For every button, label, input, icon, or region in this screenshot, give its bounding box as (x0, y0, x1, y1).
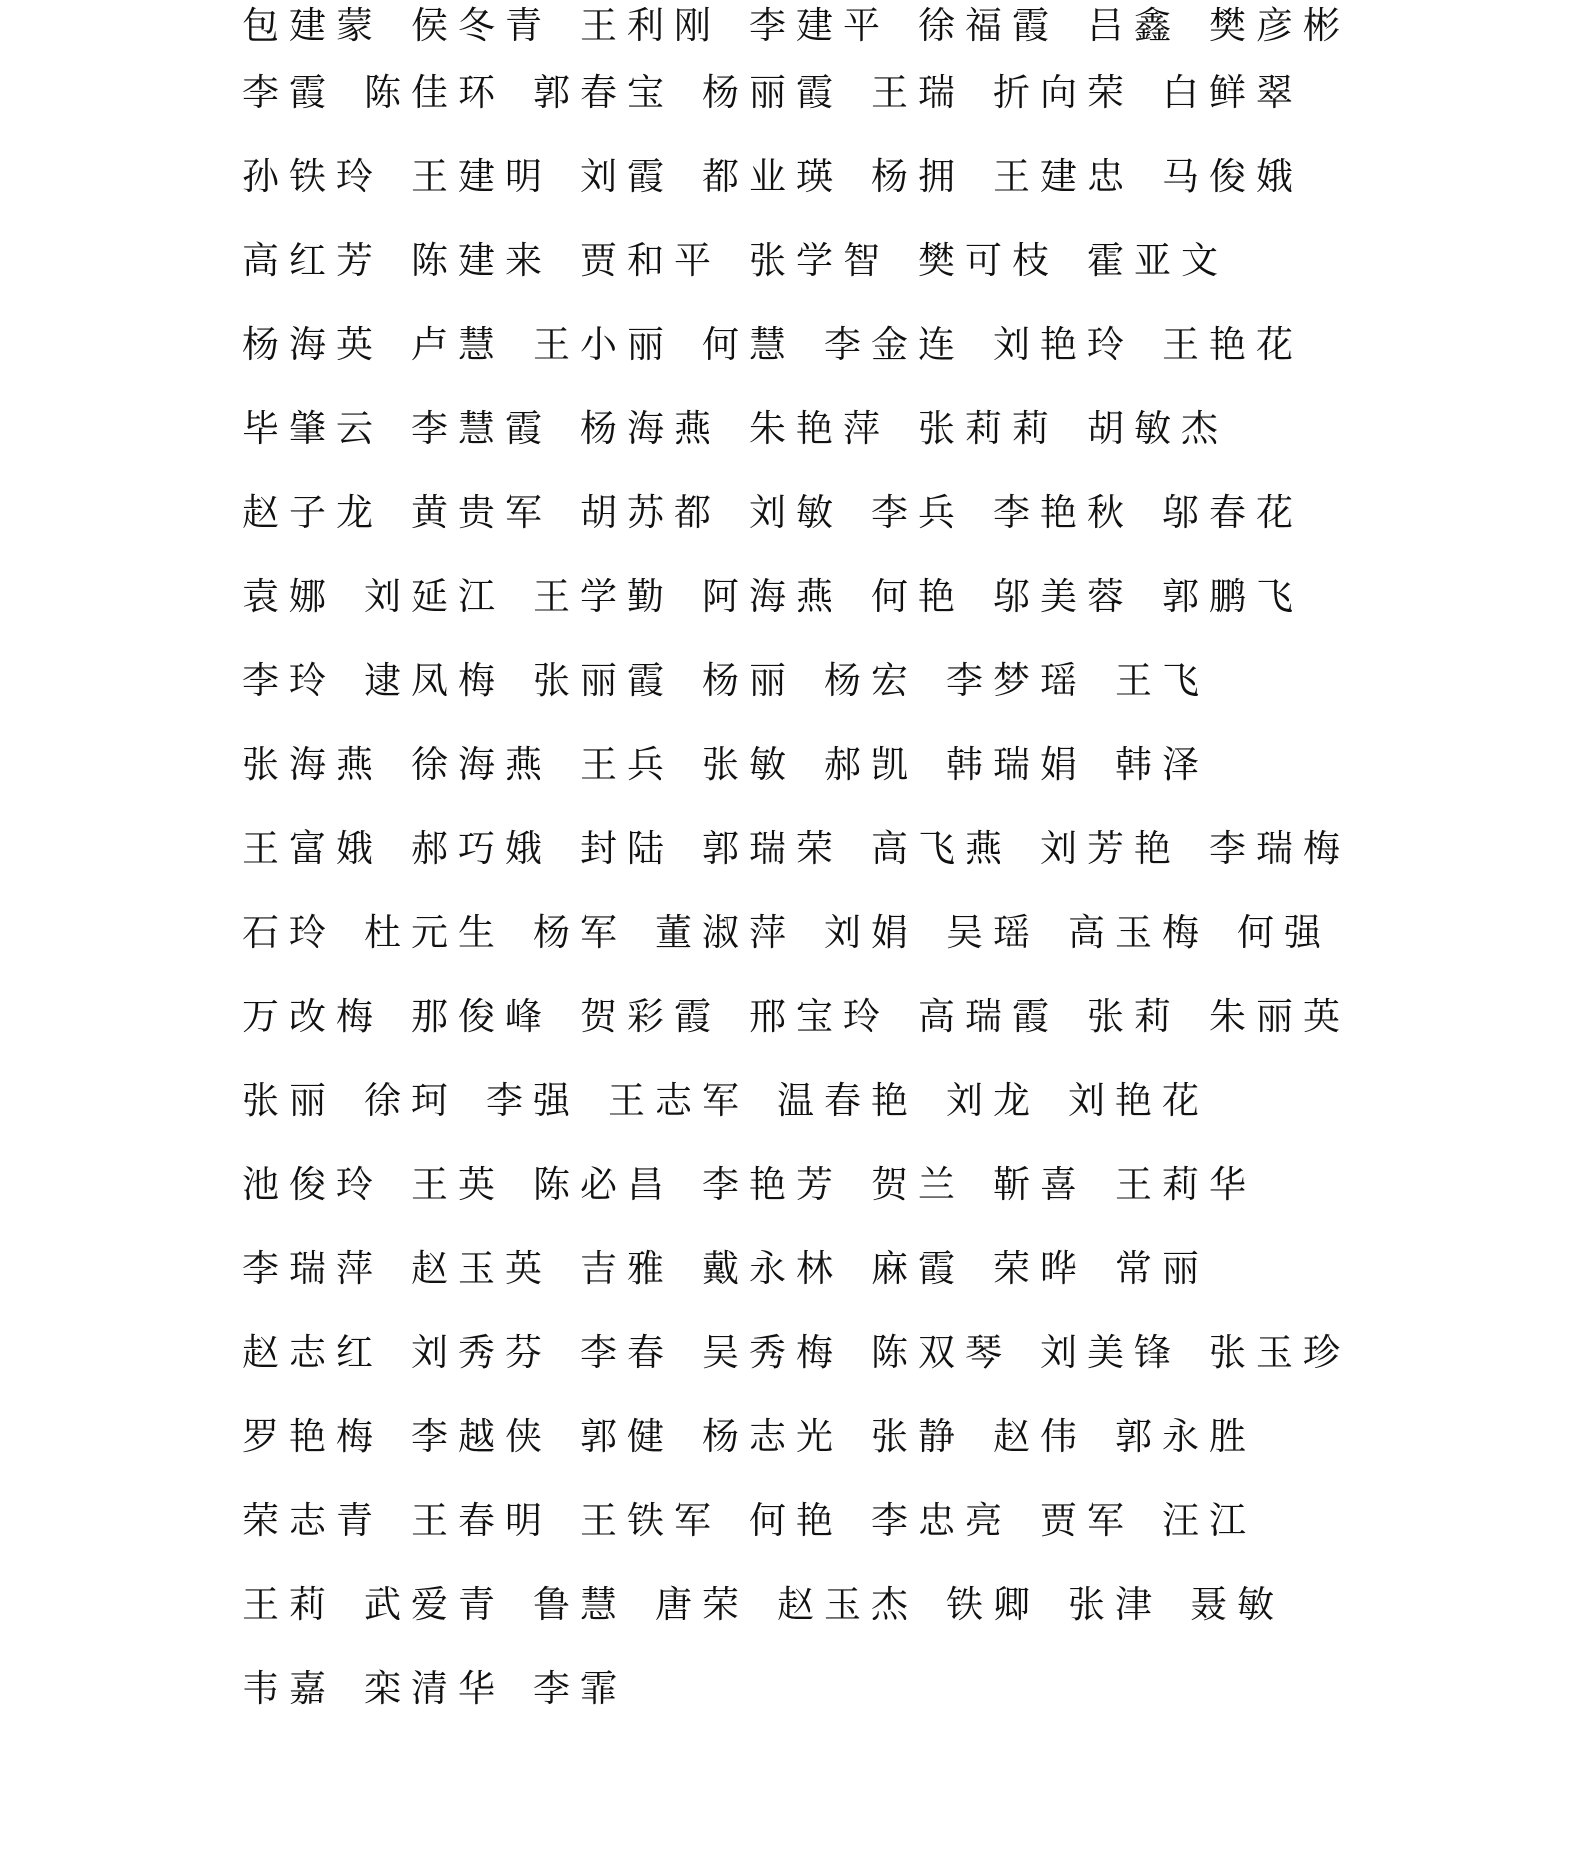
person-name: 张玉珍 (1209, 1330, 1350, 1374)
person-name: 李瑞梅 (1209, 826, 1350, 870)
person-name: 赵玉杰 (777, 1582, 918, 1626)
person-name: 张海燕 (242, 742, 383, 786)
person-name: 武爱青 (364, 1582, 505, 1626)
person-name: 赵子龙 (242, 490, 383, 534)
person-name: 赵玉英 (411, 1246, 552, 1290)
person-name: 李金连 (824, 322, 965, 366)
person-name: 张敏 (702, 742, 796, 786)
person-name: 王莉华 (1115, 1162, 1256, 1206)
person-name: 袁娜 (242, 574, 336, 618)
person-name: 刘芳艳 (1040, 826, 1181, 870)
name-row (242, 554, 1442, 638)
name-row (242, 302, 1442, 386)
person-name: 刘娟 (824, 910, 918, 954)
person-name: 王建忠 (993, 154, 1134, 198)
person-name: 吴秀梅 (702, 1330, 843, 1374)
person-name: 杨海燕 (580, 406, 721, 450)
person-name: 马俊娥 (1162, 154, 1303, 198)
person-name: 万改梅 (242, 994, 383, 1038)
person-name: 唐荣 (655, 1582, 749, 1626)
person-name: 贾军 (1040, 1498, 1134, 1542)
name-row (242, 218, 1442, 302)
person-name: 郭永胜 (1115, 1414, 1256, 1458)
person-name: 李忠亮 (871, 1498, 1012, 1542)
person-name: 侯冬青 (411, 3, 552, 47)
name-row (242, 638, 1442, 722)
person-name: 张静 (871, 1414, 965, 1458)
person-name: 封陆 (580, 826, 674, 870)
person-name: 李艳芳 (702, 1162, 843, 1206)
person-name: 邢宝玲 (749, 994, 890, 1038)
name-row (242, 1646, 1442, 1730)
person-name: 韩瑞娟 (946, 742, 1087, 786)
person-name: 李梦瑶 (946, 658, 1087, 702)
person-name: 赵志红 (242, 1330, 383, 1374)
person-name: 刘延江 (364, 574, 505, 618)
name-row (242, 0, 1442, 50)
person-name: 王建明 (411, 154, 552, 198)
person-name: 温春艳 (777, 1078, 918, 1122)
name-row (242, 1478, 1442, 1562)
name-row (242, 722, 1442, 806)
person-name: 罗艳梅 (242, 1414, 383, 1458)
person-name: 李艳秋 (993, 490, 1134, 534)
person-name: 鲁慧 (533, 1582, 627, 1626)
person-name: 韦嘉 (242, 1666, 336, 1710)
person-name: 何艳 (749, 1498, 843, 1542)
person-name: 逮凤梅 (364, 658, 505, 702)
name-row (242, 806, 1442, 890)
person-name: 李玲 (242, 658, 336, 702)
person-name: 樊可枝 (918, 238, 1059, 282)
person-name: 黄贵军 (411, 490, 552, 534)
name-row (242, 386, 1442, 470)
person-name: 陈建来 (411, 238, 552, 282)
person-name: 李霞 (242, 70, 336, 114)
person-name: 汪江 (1162, 1498, 1256, 1542)
person-name: 徐珂 (364, 1078, 458, 1122)
person-name: 王利刚 (580, 3, 721, 47)
person-name: 郝巧娥 (411, 826, 552, 870)
person-name: 王英 (411, 1162, 505, 1206)
person-name: 李春 (580, 1330, 674, 1374)
person-name: 荣志青 (242, 1498, 383, 1542)
name-row (242, 974, 1442, 1058)
person-name: 高玉梅 (1068, 910, 1209, 954)
person-name: 李慧霞 (411, 406, 552, 450)
person-name: 刘秀芬 (411, 1330, 552, 1374)
person-name: 朱丽英 (1209, 994, 1350, 1038)
person-name: 石玲 (242, 910, 336, 954)
person-name: 高飞燕 (871, 826, 1012, 870)
person-name: 荣晔 (993, 1246, 1087, 1290)
person-name: 池俊玲 (242, 1162, 383, 1206)
person-name: 聂敏 (1190, 1582, 1284, 1626)
person-name: 陈必昌 (533, 1162, 674, 1206)
person-name: 卢慧 (411, 322, 505, 366)
person-name: 张莉莉 (918, 406, 1059, 450)
person-name: 高红芳 (242, 238, 383, 282)
person-name: 樊彦彬 (1209, 3, 1350, 47)
person-name: 毕肇云 (242, 406, 383, 450)
person-name: 朱艳萍 (749, 406, 890, 450)
person-name: 刘艳玲 (993, 322, 1134, 366)
person-name: 张丽 (242, 1078, 336, 1122)
person-name: 邬美蓉 (993, 574, 1134, 618)
person-name: 郭健 (580, 1414, 674, 1458)
name-row (242, 1226, 1442, 1310)
person-name: 何强 (1237, 910, 1331, 954)
name-row (242, 50, 1442, 134)
person-name: 徐福霞 (918, 3, 1059, 47)
person-name: 高瑞霞 (918, 994, 1059, 1038)
person-name: 张津 (1068, 1582, 1162, 1626)
person-name: 王艳花 (1162, 322, 1303, 366)
person-name: 杨志光 (702, 1414, 843, 1458)
person-name: 董淑萍 (655, 910, 796, 954)
person-name: 都业瑛 (702, 154, 843, 198)
person-name: 王瑞 (871, 70, 965, 114)
person-name: 徐海燕 (411, 742, 552, 786)
name-list (242, 0, 1442, 1730)
name-row (242, 1562, 1442, 1646)
person-name: 杨丽霞 (702, 70, 843, 114)
person-name: 李瑞萍 (242, 1246, 383, 1290)
person-name: 吕鑫 (1087, 3, 1181, 47)
name-row (242, 1058, 1442, 1142)
name-row (242, 470, 1442, 554)
person-name: 李越侠 (411, 1414, 552, 1458)
person-name: 王铁军 (580, 1498, 721, 1542)
person-name: 贾和平 (580, 238, 721, 282)
person-name: 陈佳环 (364, 70, 505, 114)
person-name: 李建平 (749, 3, 890, 47)
person-name: 胡敏杰 (1087, 406, 1228, 450)
name-row (242, 134, 1442, 218)
person-name: 张莉 (1087, 994, 1181, 1038)
person-name: 白鲜翠 (1162, 70, 1303, 114)
person-name: 阿海燕 (702, 574, 843, 618)
person-name: 王莉 (242, 1582, 336, 1626)
person-name: 刘艳花 (1068, 1078, 1209, 1122)
person-name: 赵伟 (993, 1414, 1087, 1458)
person-name: 邬春花 (1162, 490, 1303, 534)
person-name: 王春明 (411, 1498, 552, 1542)
person-name: 常丽 (1115, 1246, 1209, 1290)
person-name: 杨丽 (702, 658, 796, 702)
person-name: 折向荣 (993, 70, 1134, 114)
person-name: 贺彩霞 (580, 994, 721, 1038)
person-name: 韩泽 (1115, 742, 1209, 786)
person-name: 王小丽 (533, 322, 674, 366)
person-name: 麻霞 (871, 1246, 965, 1290)
person-name: 杜元生 (364, 910, 505, 954)
person-name: 王富娥 (242, 826, 383, 870)
person-name: 戴永林 (702, 1246, 843, 1290)
person-name: 郭鹏飞 (1162, 574, 1303, 618)
person-name: 孙铁玲 (242, 154, 383, 198)
person-name: 刘霞 (580, 154, 674, 198)
person-name: 杨海英 (242, 322, 383, 366)
person-name: 王飞 (1115, 658, 1209, 702)
person-name: 胡苏都 (580, 490, 721, 534)
person-name: 贺兰 (871, 1162, 965, 1206)
person-name: 吴瑶 (946, 910, 1040, 954)
person-name: 栾清华 (364, 1666, 505, 1710)
name-row (242, 890, 1442, 974)
person-name: 郭瑞荣 (702, 826, 843, 870)
person-name: 李兵 (871, 490, 965, 534)
person-name: 刘龙 (946, 1078, 1040, 1122)
person-name: 刘敏 (749, 490, 843, 534)
name-row (242, 1142, 1442, 1226)
person-name: 杨宏 (824, 658, 918, 702)
person-name: 李强 (486, 1078, 580, 1122)
person-name: 刘美锋 (1040, 1330, 1181, 1374)
name-row (242, 1394, 1442, 1478)
person-name: 王学勤 (533, 574, 674, 618)
person-name: 陈双琴 (871, 1330, 1012, 1374)
person-name: 靳喜 (993, 1162, 1087, 1206)
person-name: 郝凯 (824, 742, 918, 786)
person-name: 何慧 (702, 322, 796, 366)
person-name: 王志军 (608, 1078, 749, 1122)
person-name: 那俊峰 (411, 994, 552, 1038)
person-name: 李霏 (533, 1666, 627, 1710)
person-name: 铁卿 (946, 1582, 1040, 1626)
name-row (242, 1310, 1442, 1394)
person-name: 杨军 (533, 910, 627, 954)
person-name: 包建蒙 (242, 3, 383, 47)
person-name: 吉雅 (580, 1246, 674, 1290)
person-name: 张丽霞 (533, 658, 674, 702)
person-name: 张学智 (749, 238, 890, 282)
person-name: 霍亚文 (1087, 238, 1228, 282)
person-name: 杨拥 (871, 154, 965, 198)
person-name: 何艳 (871, 574, 965, 618)
person-name: 王兵 (580, 742, 674, 786)
person-name: 郭春宝 (533, 70, 674, 114)
